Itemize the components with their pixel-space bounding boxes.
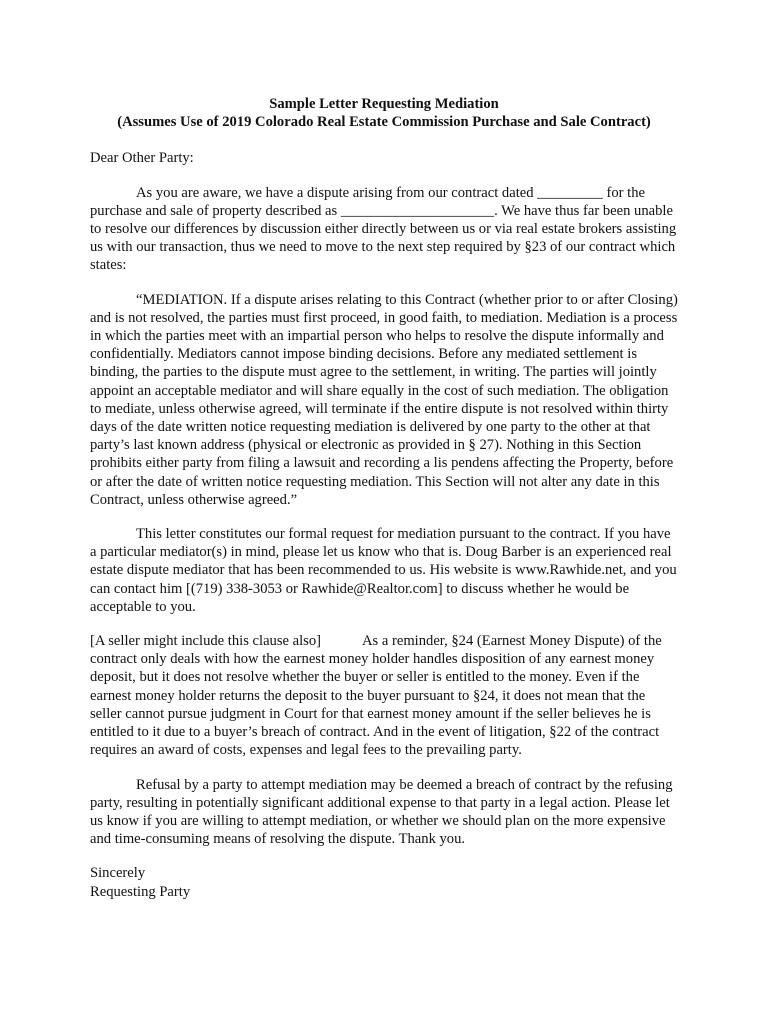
title-line-2: (Assumes Use of 2019 Colorado Real Estate Commission Purchase and Sale Contract): [117, 114, 651, 131]
seller-clause-label: [A seller might include this clause also]: [90, 633, 322, 650]
closing: Sincerely: [90, 865, 146, 882]
mediation-quote: “MEDIATION. If a dispute arises relating to this Contract (whether prior to or after Closing) and is not resolved, the parties must first proceed, in good faith, to mediation. Mediation is a process in which the parties meet with an impartial person who helps to resolve the dispute informally and confidentially. Mediators cannot impose binding decisions. Before any mediated settlement is binding, the parties to the dispute must agree to the settlement, in writing. The parties will jointly appoint an acceptable mediator and will share equally in the cost of such mediation. The obligation to mediate, unless otherwise agreed, will terminate if the entire dispute is not resolved within thirty days of the date written notice requesting mediation is delivered by one party to the other at that party’s last known address (physical or electronic as provided in § 27). Nothing in this Section prohibits either party from filing a lawsuit and recording a lis pendens affecting the Property, before or after the date of written notice requesting mediation. This Section will not alter any date in this Contract, unless otherwise agreed.”: [90, 291, 678, 508]
signature-block: [90, 864, 678, 900]
signature: Requesting Party: [90, 883, 191, 900]
salutation: Dear Other Party:: [90, 150, 194, 167]
refusal-paragraph: Refusal by a party to attempt mediation may be deemed a breach of contract by the refusing party, resulting in potentially significant additional expense to that party in a legal action. Please let us know if you are willing to attempt mediation, or whether we should plan on the more expensive and time-consuming means of resolving the dispute. Thank you.: [90, 776, 673, 848]
seller-clause-paragraph: [90, 632, 678, 759]
letter-body: [90, 95, 678, 901]
title-line-1: Sample Letter Requesting Mediation: [269, 96, 499, 112]
mediation-request-paragraph: This letter constitutes our formal request for mediation pursuant to the contract. If you have a particular mediator(s) in mind, please let us know who that is. Doug Barber is an experienced real estate dispute mediator that has been recommended to us. His website is www.Rawhide.net, and you can contact him [(719) 338-3053 or Rawhide@Realtor.com] to discuss whether he would be acceptable to you.: [90, 526, 677, 615]
intro-paragraph: As you are aware, we have a dispute arising from our contract dated _________ for the purchase and sale of property described as _____________________. We have thus far been unable to resolve our differences by discussion either directly between us or via real estate brokers assisting us with our transaction, thus we need to move to the next step required by §23 of our contract which states:: [90, 184, 677, 274]
seller-clause-text: As a reminder, §24 (Earnest Money Dispute) of the contract only deals with how the earnest money holder handles disposition of any earnest money deposit, but it does not resolve whether the buyer or seller is entitled to the money. Even if the earnest money holder returns the deposit to the buyer pursuant to §24, it does not mean that the seller cannot pursue judgment in Court for that earnest money amount if the seller believes he is entitled to it due to a buyer’s breach of contract. And in the event of litigation, §22 of the contract requires an award of costs, expenses and legal fees to the prevailing party.: [90, 633, 662, 759]
letter-title: [90, 95, 678, 131]
